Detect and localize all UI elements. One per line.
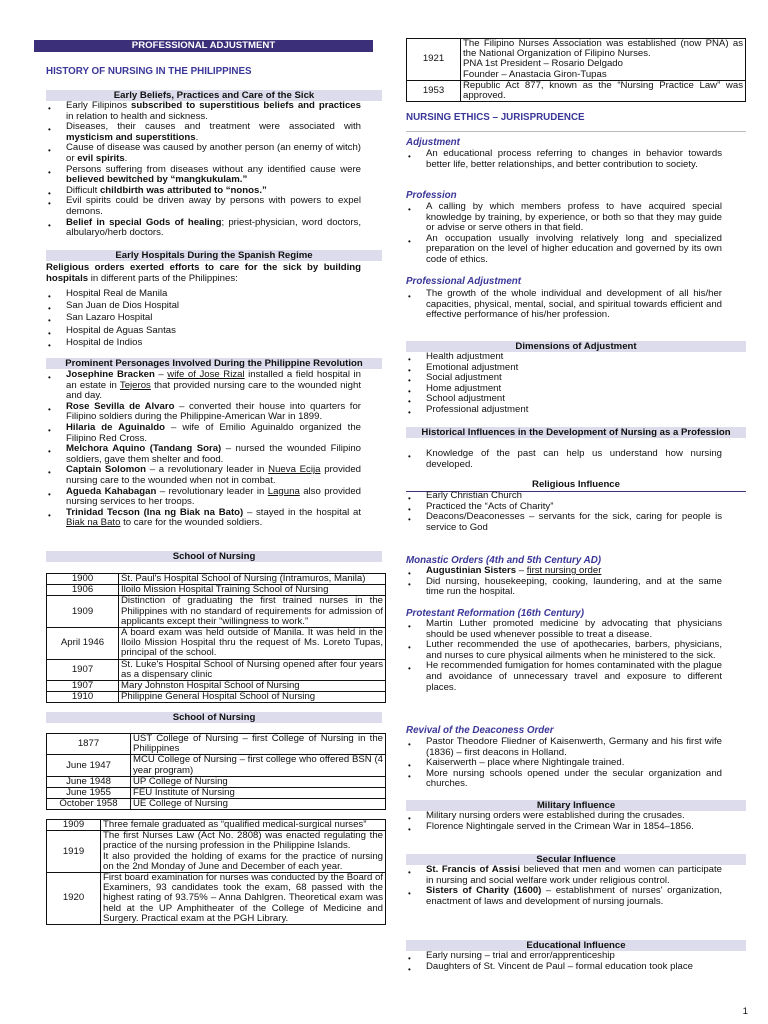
list-item-text: Home adjustment xyxy=(426,382,502,394)
personage-text: Nueva Ecija xyxy=(268,464,321,476)
personage-text: to care for the wounded soldiers. xyxy=(120,517,263,529)
list-item-text: Florence Nightingale served in the Crimean War in 1854–1856. xyxy=(426,820,694,832)
list-item xyxy=(46,337,361,349)
belief-text: subscribed to superstitious beliefs and practices xyxy=(131,100,361,111)
prof-adjustment-list xyxy=(406,289,722,321)
list-item xyxy=(406,769,722,790)
personage-text: – a revolutionary leader in xyxy=(145,464,269,476)
year-cell: 1920 xyxy=(47,873,101,925)
educational-heading: Educational Influence xyxy=(406,940,746,951)
belief-text: Difficult xyxy=(66,184,100,196)
list-item-text: San Lazaro Hospital xyxy=(66,312,153,324)
belief-text: ; priest-physician, word doctors, albularyo/herb doctors. xyxy=(66,216,361,239)
table-row xyxy=(47,574,386,585)
year-cell: June 1955 xyxy=(47,788,131,799)
personage-text: Biak na Bato xyxy=(66,517,121,529)
personage-text: also provided nursing services to her troops. xyxy=(66,485,362,508)
bullet-icon: • xyxy=(408,355,411,364)
table-row xyxy=(47,799,386,810)
list-item-text: Early nursing – trial and error/apprenticeship xyxy=(426,950,615,961)
list-item xyxy=(46,508,361,529)
table-row xyxy=(47,820,386,831)
belief-text: believed bewitched by “mangkukulam.” xyxy=(66,174,248,186)
description-line: Iloilo Mission Hospital Training School of Nursing xyxy=(121,584,329,596)
belief-text: evil spirits xyxy=(77,152,125,164)
bullet-icon: • xyxy=(408,397,411,407)
bullet-icon: • xyxy=(408,452,411,461)
list-item xyxy=(46,370,361,402)
table-row xyxy=(47,755,386,776)
bullet-icon: • xyxy=(48,292,51,301)
bullet-icon: • xyxy=(48,146,51,156)
list-item xyxy=(46,165,361,186)
bullet-icon: • xyxy=(408,814,411,823)
description-line: MCU College of Nursing – first college who offered BSN (4 year program) xyxy=(133,754,383,776)
year-cell: 1900 xyxy=(47,574,119,585)
description-line: First board examination for nurses was conducted by the Board of Examiners, 93 candidates took the exam, 68 passed with the highest rating of 93.75% – Anna Dahlgren. Theoretical exam was held at the UP Amphitheater of the College of Medicine and Surgery. Practical exam at the PGH Library. xyxy=(103,872,383,924)
bullet-icon: • xyxy=(408,664,411,674)
year-cell: 1909 xyxy=(47,596,119,628)
description-cell xyxy=(131,799,386,810)
belief-text: . xyxy=(195,131,199,143)
school-table-2 xyxy=(46,733,386,810)
year-cell: 1907 xyxy=(47,659,119,680)
list-item xyxy=(46,487,361,508)
educational-list xyxy=(406,951,722,972)
description-cell xyxy=(101,831,386,873)
list-item-text: Military nursing orders were established during the crusades. xyxy=(426,810,685,821)
list-item-text: Kaiserwerth – place where Nightingale trained. xyxy=(426,757,625,769)
description-cell xyxy=(131,755,386,776)
table-row xyxy=(47,692,386,703)
deaconess-list xyxy=(406,737,722,790)
list-item xyxy=(46,101,361,122)
year-cell: 1953 xyxy=(407,80,461,101)
description-line: UE College of Nursing xyxy=(133,798,228,810)
list-item-text: More nursing schools opened under the secular organization and churches. xyxy=(426,767,722,790)
secular-bold: Sisters of Charity (1600) xyxy=(426,885,542,897)
bullet-icon: • xyxy=(48,188,51,198)
bullet-icon: • xyxy=(408,365,411,375)
personage-text: wife of Jose Rizal xyxy=(167,369,245,380)
list-item xyxy=(46,288,361,300)
bullet-icon: • xyxy=(408,569,411,578)
description-line: The Filipino Nurses Association was established (now PNA) as the National Organization of Filipino Nurses. xyxy=(463,38,743,60)
description-line: UST College of Nursing – first College of Nursing in the Philippines xyxy=(133,733,383,755)
description-cell xyxy=(131,776,386,787)
profession-list xyxy=(406,202,722,266)
page-title: PROFESSIONAL ADJUSTMENT xyxy=(34,40,373,52)
description-cell xyxy=(119,659,386,680)
monastic-heading: Monastic Orders (4th and 5th Century AD) xyxy=(406,555,602,566)
early-hospitals-list xyxy=(46,288,361,349)
bullet-icon: • xyxy=(408,386,411,396)
bullet-icon: • xyxy=(48,125,51,135)
list-item-text: A calling by which members profess to have acquired special knowledge by training, by experience, or both so that they may guide or advise or serve others in that field. xyxy=(426,201,722,234)
bullet-icon: • xyxy=(408,824,411,834)
table-row xyxy=(47,776,386,787)
list-item xyxy=(406,640,722,661)
early-hospitals-heading: Early Hospitals During the Spanish Regime xyxy=(46,250,382,261)
monastic-sep: – xyxy=(516,565,527,576)
list-item xyxy=(46,218,361,239)
religious-heading: Religious Influence xyxy=(406,479,746,492)
list-item xyxy=(46,402,361,423)
list-item xyxy=(406,737,722,758)
bullet-icon: • xyxy=(408,407,411,417)
belief-text: in relation to health and sickness. xyxy=(66,110,208,122)
year-cell: 1910 xyxy=(47,692,119,703)
list-item xyxy=(406,962,722,973)
list-item xyxy=(406,405,722,416)
bullet-icon: • xyxy=(408,622,411,631)
list-item-text: School adjustment xyxy=(426,393,505,405)
belief-text: Belief in special Gods of healing xyxy=(66,216,222,228)
list-item-text: The growth of the whole individual and development of all his/her capacities, physical, mental, social, and spiritual towards efficient and effective performance of his/her profession. xyxy=(426,288,722,321)
list-item xyxy=(46,300,361,312)
table-row xyxy=(407,39,746,81)
pna-table xyxy=(406,38,746,102)
description-line: Republic Act 877, known as the “Nursing Practice Law” was approved. xyxy=(463,79,743,102)
bullet-icon: • xyxy=(408,964,411,974)
list-item-text: Hospital de Aguas Santas xyxy=(66,324,176,336)
table-row xyxy=(47,596,386,628)
year-cell: 1907 xyxy=(47,681,119,692)
personage-text: – xyxy=(154,369,168,380)
personage-text: that provided nursing care to the wounded night and day. xyxy=(66,379,361,402)
personage-text: Trinidad Tecson (Ina ng Biak na Bato) xyxy=(66,506,244,518)
divider xyxy=(406,131,746,132)
list-item xyxy=(46,143,361,164)
description-line: Founder – Anastacia Giron-Tupas xyxy=(463,68,607,80)
history-heading: HISTORY OF NURSING IN THE PHILIPPINES xyxy=(46,66,252,77)
description-line: Philippine General Hospital School of Nursing xyxy=(121,691,316,703)
table-row xyxy=(47,873,386,925)
list-item-text: Martin Luther promoted medicine by advocating that physicians should be used whenever possible to treat a disease. xyxy=(426,618,722,640)
table-row xyxy=(47,734,386,755)
bullet-icon: • xyxy=(48,468,51,478)
bullet-icon: • xyxy=(408,205,411,214)
bullet-icon: • xyxy=(408,868,411,877)
list-item-text: Health adjustment xyxy=(426,351,504,362)
bullet-icon: • xyxy=(408,761,411,771)
bullet-icon: • xyxy=(48,316,51,326)
list-item xyxy=(46,325,361,337)
page-number: 1 xyxy=(742,1006,748,1018)
description-cell xyxy=(131,788,386,799)
secular-list xyxy=(406,865,722,907)
bullet-icon: • xyxy=(408,376,411,386)
description-line: PNA 1st President – Rosario Delgado xyxy=(463,58,623,70)
adjustment-list xyxy=(406,149,722,170)
list-item xyxy=(46,122,361,143)
bullet-icon: • xyxy=(408,494,411,503)
description-line: Mary Johnston Hospital School of Nursing xyxy=(121,680,300,692)
list-item-text: Luther recommended the use of apothecaries, barbers, physicians, and nurses to cure physical ailments when he ministered to the sick. xyxy=(426,639,722,661)
table-row xyxy=(407,80,746,101)
description-line: It also provided the holding of exams for the practice of nursing on the 2nd Monday of June and December of each year. xyxy=(103,850,383,872)
description-cell xyxy=(119,628,386,660)
secular-text: – establishment of nurses' organization, enactment of laws and development of nursing journals. xyxy=(426,885,723,907)
bullet-icon: • xyxy=(48,167,51,177)
list-item xyxy=(46,444,361,465)
list-item-text: Deacons/Deaconesses – servants for the sick, caring for people is service to God xyxy=(426,511,722,533)
bullet-icon: • xyxy=(408,740,411,749)
belief-text: Diseases, their causes and treatment were associated with xyxy=(66,121,361,133)
bullet-icon: • xyxy=(48,328,51,338)
personage-text: Hilaria de Aguinaldo xyxy=(66,421,166,433)
description-cell xyxy=(119,574,386,585)
prof-adjustment-heading: Professional Adjustment xyxy=(406,276,522,287)
bullet-icon: • xyxy=(48,447,51,457)
personage-text: Rose Sevilla de Alvaro xyxy=(66,400,175,412)
secular-bold: St. Francis of Assisi xyxy=(426,864,521,875)
year-cell: June 1948 xyxy=(47,776,131,787)
description-line: FEU Institute of Nursing xyxy=(133,787,235,799)
early-hospitals-intro-rest: in different parts of the Philippines: xyxy=(88,272,238,284)
list-item xyxy=(406,149,722,170)
bullet-icon: • xyxy=(48,510,51,520)
year-cell: 1906 xyxy=(47,585,119,596)
list-item-text: Daughters of St. Vincent de Paul – formal education took place xyxy=(426,960,694,972)
list-item xyxy=(46,312,361,324)
early-hospitals-intro xyxy=(46,263,361,284)
table-row xyxy=(47,628,386,660)
description-cell xyxy=(461,39,746,81)
description-line: UP College of Nursing xyxy=(133,775,228,787)
belief-text: Early Filipinos xyxy=(66,100,132,111)
personage-text: Agueda Kahabagan xyxy=(66,485,157,497)
list-item-text: Practiced the “Acts of Charity” xyxy=(426,500,554,512)
description-line: Three female graduated as “qualified medical-surgical nurses” xyxy=(103,819,367,830)
year-cell: 1921 xyxy=(407,39,461,81)
historical-list xyxy=(406,449,722,470)
list-item xyxy=(406,822,722,833)
list-item xyxy=(406,289,722,321)
protestant-heading: Protestant Reformation (16th Century) xyxy=(406,608,584,619)
list-item-text: San Juan de Dios Hospital xyxy=(66,300,180,312)
military-list xyxy=(406,811,722,832)
belief-text: . xyxy=(124,152,128,164)
description-cell xyxy=(101,820,386,831)
school-heading-1: School of Nursing xyxy=(46,551,382,562)
personage-text: Laguna xyxy=(267,485,300,497)
list-item-text: He recommended fumigation for homes contaminated with the plague and avoidance of unnecessary travel and exposure to different places. xyxy=(426,660,722,693)
list-item xyxy=(46,465,361,486)
list-item xyxy=(406,661,722,693)
personage-text: – wife of Emilio Aguinaldo organized the Filipino Red Cross. xyxy=(66,421,362,444)
personage-text: provided nursing care to the wounded when not in combat. xyxy=(66,464,361,486)
bullet-icon: • xyxy=(408,889,411,899)
year-cell: June 1947 xyxy=(47,755,131,776)
bullet-icon: • xyxy=(408,771,411,781)
list-item xyxy=(406,512,722,533)
ethics-heading: NURSING ETHICS – JURISPRUDENCE xyxy=(406,112,585,123)
bullet-icon: • xyxy=(48,199,51,209)
personage-text: installed a field hospital in an estate in xyxy=(66,369,361,391)
list-item-text: Hospital de Indios xyxy=(66,336,143,348)
bullet-icon: • xyxy=(48,425,51,435)
belief-text: mysticism and superstitions xyxy=(66,131,196,143)
description-line: Distinction of graduating the first trained nurses in the Philippines with no standard of requirements for admission of applicants except their “willingness to work.” xyxy=(121,595,383,627)
list-item xyxy=(46,196,361,217)
monastic-bold: Augustinian Sisters xyxy=(426,565,517,576)
dimensions-list xyxy=(406,352,722,416)
bullet-icon: • xyxy=(408,292,411,301)
list-item-text: An educational process referring to changes in behavior towards better life, better relationships, and better contribution to society. xyxy=(426,148,722,170)
year-cell: 1919 xyxy=(47,831,101,873)
year-cell: 1909 xyxy=(47,820,101,831)
belief-text: Evil spirits could be driven away by persons with powers to expel demons. xyxy=(66,195,361,217)
bullet-icon: • xyxy=(408,504,411,514)
bullet-icon: • xyxy=(48,220,51,230)
monastic-underline: first nursing order xyxy=(526,565,602,576)
personages-heading: Prominent Personages Involved During the Philippine Revolution xyxy=(46,358,382,369)
list-item xyxy=(406,577,722,598)
description-cell xyxy=(119,596,386,628)
description-cell xyxy=(101,873,386,925)
bullet-icon: • xyxy=(408,236,411,246)
table-row xyxy=(47,585,386,596)
personage-text: – revolutionary leader in xyxy=(156,485,268,497)
description-line: The first Nurses Law (Act No. 2808) was enacted regulating the practice of the nursing profession in the Philippine Islands. xyxy=(103,830,383,852)
secular-text: believed that men and women can participate in nursing and social welfare work under religious control. xyxy=(426,864,722,886)
personages-list xyxy=(46,370,361,529)
description-cell xyxy=(119,692,386,703)
bullet-icon: • xyxy=(408,152,411,161)
table-row xyxy=(47,681,386,692)
bullet-icon: • xyxy=(408,515,411,525)
description-cell xyxy=(461,80,746,101)
personage-text: – stayed in the hospital at xyxy=(243,506,361,518)
law-table xyxy=(46,819,386,925)
list-item-text: Emotional adjustment xyxy=(426,361,519,373)
belief-text: childbirth was attributed to “nonos.” xyxy=(99,184,267,196)
list-item-text: Early Christian Church xyxy=(426,490,522,501)
school-table-1 xyxy=(46,573,386,703)
deaconess-heading: Revival of the Deaconess Order xyxy=(406,725,554,736)
personage-text: – nursed the wounded Filipino soldiers, gave them shelter and food. xyxy=(66,443,361,465)
secular-heading: Secular Influence xyxy=(406,854,746,865)
personage-text: Melchora Aquino (Tandang Sora) xyxy=(66,443,222,455)
table-row xyxy=(47,659,386,680)
list-item xyxy=(46,423,361,444)
list-item-text: Pastor Theodore Fliedner of Kaisenwerth, Germany and his first wife (1836) – first deacons in Holland. xyxy=(426,736,722,758)
description-cell xyxy=(119,681,386,692)
personage-text: Josephine Bracken xyxy=(66,369,155,380)
list-item xyxy=(406,619,722,640)
list-item-text: Hospital Real de Manila xyxy=(66,288,168,299)
belief-text: Persons suffering from diseases without any identified cause were xyxy=(66,163,361,175)
description-cell xyxy=(131,734,386,755)
list-item xyxy=(406,202,722,234)
belief-text: Cause of disease was caused by another person (an enemy of witch) or xyxy=(66,142,361,164)
religious-list xyxy=(406,491,722,533)
profession-heading: Profession xyxy=(406,190,457,201)
bullet-icon: • xyxy=(48,104,51,113)
bullet-icon: • xyxy=(48,340,51,350)
historical-heading: Historical Influences in the Development of Nursing as a Profession xyxy=(406,427,746,438)
early-beliefs-heading: Early Beliefs, Practices and Care of the Sick xyxy=(46,90,382,101)
dimensions-heading: Dimensions of Adjustment xyxy=(406,341,746,352)
year-cell: October 1958 xyxy=(47,799,131,810)
bullet-icon: • xyxy=(48,304,51,314)
list-item-text: An occupation usually involving relatively long and specialized preparation on the level of higher education and governed by its own code of ethics. xyxy=(426,232,722,265)
list-item-text: Knowledge of the past can help us understand how nursing developed. xyxy=(426,448,722,470)
list-item xyxy=(406,234,722,266)
list-item-text: Did nursing, housekeeping, cooking, laundering, and at the same time run the hospital. xyxy=(426,575,722,598)
adjustment-heading: Adjustment xyxy=(406,137,460,148)
bullet-icon: • xyxy=(408,954,411,963)
table-row xyxy=(47,831,386,873)
personage-text: – converted their house into quarters for Filipino soldiers during the Philippine-American War in 1899. xyxy=(66,400,361,423)
year-cell: 1877 xyxy=(47,734,131,755)
year-cell: April 1946 xyxy=(47,628,119,660)
description-line: St. Paul's Hospital School of Nursing (Intramuros, Manila) xyxy=(121,573,366,584)
monastic-list xyxy=(406,566,722,598)
protestant-list xyxy=(406,619,722,693)
bullet-icon: • xyxy=(48,489,51,499)
list-item xyxy=(406,865,722,886)
table-row xyxy=(47,788,386,799)
description-line: St. Luke's Hospital School of Nursing opened after four years as a dispensary clinic xyxy=(121,658,383,680)
list-item-text: Social adjustment xyxy=(426,372,502,384)
bullet-icon: • xyxy=(408,643,411,653)
early-hospitals-intro-bold: Religious orders exerted efforts to care for the sick by building hospitals xyxy=(46,262,361,284)
list-item-text: Professional adjustment xyxy=(426,403,529,415)
bullet-icon: • xyxy=(48,373,51,382)
personage-text: Tejeros xyxy=(119,379,151,391)
bullet-icon: • xyxy=(408,579,411,589)
bullet-icon: • xyxy=(48,404,51,414)
description-cell xyxy=(119,585,386,596)
description-line: A board exam was held outside of Manila. It was held in the Iloilo Mission Hospital thru the request of Ms. Loreto Tupas, principal of the school. xyxy=(121,627,383,659)
military-heading: Military Influence xyxy=(406,800,746,811)
personage-text: Captain Solomon xyxy=(66,464,146,476)
list-item xyxy=(406,886,722,907)
school-heading-2: School of Nursing xyxy=(46,712,382,723)
list-item xyxy=(406,449,722,470)
early-beliefs-list xyxy=(46,101,361,239)
